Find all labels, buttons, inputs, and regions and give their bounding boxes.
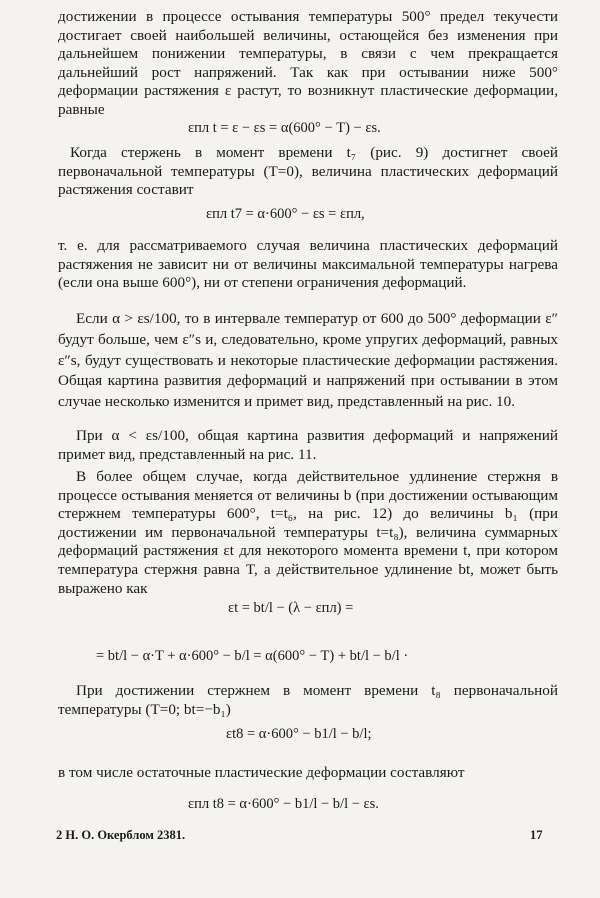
paragraph-3: т. е. для рассматриваемого случая величина пластических деформаций растяжения не зависит ни от величины максимальной температуры нагрева (если она выше 600°), ни от степени ограничения деформаций. <box>58 237 558 292</box>
paragraph-8: в том числе остаточные пластические деформации составляют <box>58 764 465 781</box>
equation-2: εпл t7 = α·600° − εs = εпл, <box>206 206 365 222</box>
paragraph-1: достижении в процессе остывания температуры 500° предел текучести достигает своей наибольшей величины, остающейся без изменения при дальнейшем понижении температуры, в связи с чем прекращается дальнейший рост напряжений. Так как при остывании ниже 500° деформации растяжения ε растут, то возникнут пластические деформации, равные <box>58 8 558 118</box>
equation-1: εпл t = ε − εs = α(600° − T) − εs. <box>188 120 381 136</box>
paragraph-2: Когда стержень в момент времени t₇ (рис. 9) достигнет своей первоначальной температуры (T=0), величина пластических деформаций растяжения составит <box>58 144 558 199</box>
paragraph-7: При достижении стержнем в момент времени t₈ первоначальной температуры (T=0; bt=−b₁) <box>58 682 558 718</box>
equation-4: = bt/l − α·T + α·600° − b/l = α(600° − T) + bt/l − b/l · <box>96 648 409 664</box>
page-number: 17 <box>530 828 543 842</box>
paragraph-6: В более общем случае, когда действительное удлинение стержня в процессе остывания меняется от величины b (при достижении остывающим стержнем температуры 600°, t=t₆, на рис. 12) до величины b₁ (при достижении им первоначальной температуры t=t₈), величина суммарных деформаций растяжения εt для некоторого момента времени t, при котором температура стержня равна T, а действительное удлинение bt, может быть выражено как <box>58 468 558 597</box>
equation-6: εпл t8 = α·600° − b1/l − b/l − εs. <box>188 796 379 812</box>
paragraph-4: Если α > εs/100, то в интервале температур от 600 до 500° деформации ε″ будут больше, чем ε″s и, следовательно, кроме упругих деформаций, равных ε″s, будут существовать и некоторые пластические деформации растяжения. Общая картина развития деформаций и напряжений при остывании в этом случае несколько изменится и примет вид, представленный на рис. 10. <box>58 310 558 411</box>
equation-3: εt = bt/l − (λ − εпл) = <box>228 600 354 616</box>
equation-5: εt8 = α·600° − b1/l − b/l; <box>226 726 372 742</box>
footer-imprint: 2 Н. О. Окерблом 2381. <box>56 828 186 842</box>
paragraph-5: При α < εs/100, общая картина развития деформаций и напряжений примет вид, представленный на рис. 11. <box>58 427 558 463</box>
